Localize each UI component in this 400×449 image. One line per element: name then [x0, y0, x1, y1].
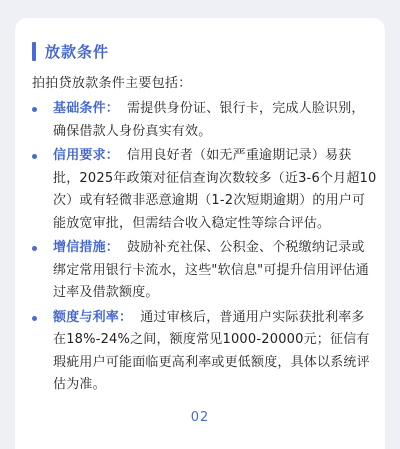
intro-text: 拍拍贷放款条件主要包括：: [32, 76, 192, 91]
content-card: [15, 18, 385, 449]
list-item-credit-enhancement: [32, 237, 377, 305]
section-heading: [32, 41, 109, 62]
heading-accent-bar: [32, 42, 36, 61]
item-label: 信用要求：: [53, 148, 120, 163]
bullet-dot: [32, 316, 37, 321]
item-label: 基础条件：: [53, 101, 120, 116]
section-title: 放款条件: [45, 43, 110, 61]
list-item-limit-rate: [32, 307, 377, 397]
list-item-credit: [32, 145, 377, 235]
item-text: 信用良好者（如无严重逾期记录）易获批，2025年政策对征信查询次数较多（近3-6个月超10次）或有轻微非恶意逾期（1-2次短期逾期）的用户可能放宽审批，但需结合收入稳定性等综合评估。: [53, 148, 377, 231]
list-item-basic: [32, 98, 377, 143]
item-text: 通过审核后，普通用户实际获批利率多在18%-24%之间，额度常见1000-20000元；征信有瑕疵用户可能面临更高利率或更低额度，具体以系统评估为准。: [53, 309, 370, 392]
item-label: 额度与利率：: [53, 309, 133, 325]
item-text: 需提供身份证、银行卡，完成人脸识别，确保借款人身份真实有效。: [53, 101, 365, 139]
item-label: 增信措施：: [53, 240, 120, 255]
bullet-dot: [32, 154, 37, 159]
bullet-dot: [32, 107, 37, 112]
item-text: 鼓励补充社保、公积金、个税缴纳记录或绑定常用银行卡流水，这些"软信息"可提升信用评估通过率及借款额度。: [53, 240, 369, 300]
page-number: 02: [190, 410, 210, 425]
conditions-list: [32, 98, 377, 399]
bullet-dot: [32, 246, 37, 251]
